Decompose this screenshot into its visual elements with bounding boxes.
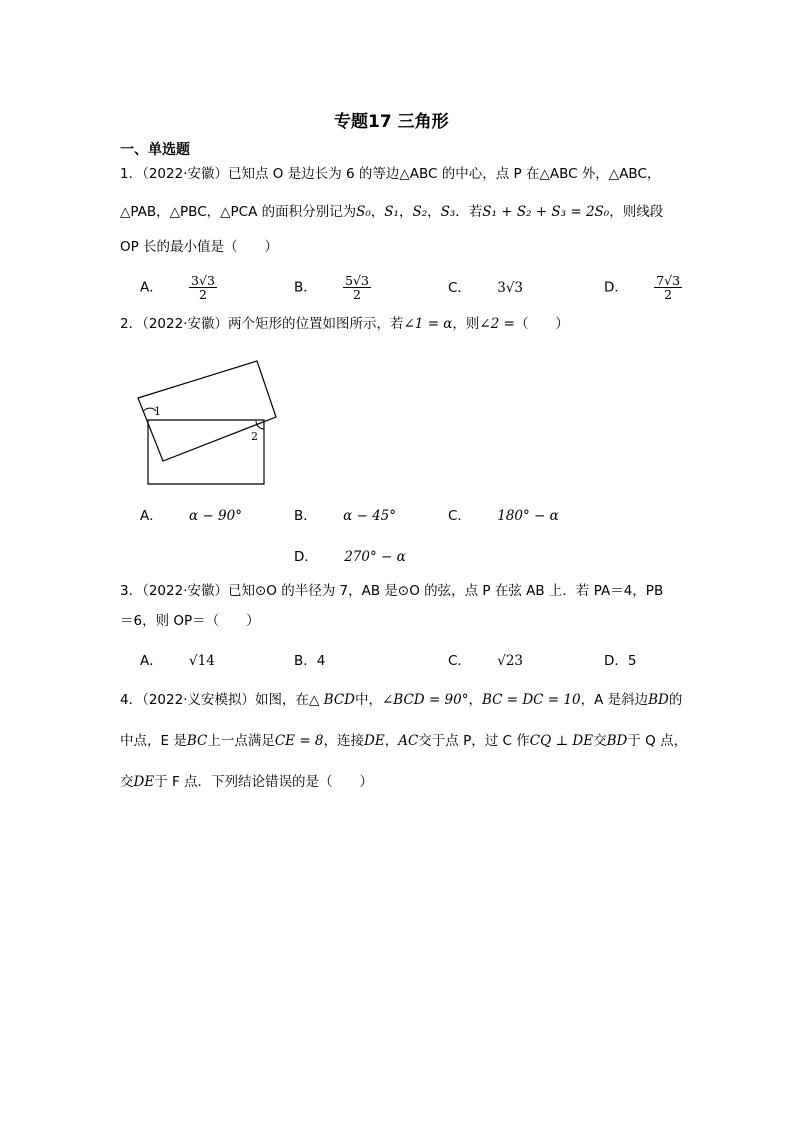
- option-label: A．: [140, 279, 163, 296]
- option-label: C．: [448, 653, 471, 669]
- q1-s1: S₁: [384, 204, 399, 220]
- fraction-denominator: 2: [199, 287, 207, 302]
- option-label: A．: [140, 653, 163, 669]
- q4-text: 交: [120, 774, 134, 790]
- q1-option-c: [448, 276, 523, 296]
- q1-equation: S₁ + S₂ + S₃ = 2S₀: [482, 204, 610, 220]
- q1-option-b-fraction: [343, 274, 371, 301]
- q4-text: ，连接: [323, 733, 365, 749]
- q2-text-a: 2．（2022·安徽）两个矩形的位置如图所示，若: [120, 316, 404, 332]
- q1-line2-text-a: △PAB，△PBC，△PCA 的面积分别记为: [120, 204, 357, 220]
- q2-line1: [120, 313, 569, 335]
- q1-line2-text-c: ，则线段: [609, 204, 664, 220]
- lower-rectangle: [148, 420, 264, 484]
- angle2-label: 2: [251, 430, 258, 443]
- option-label: B．: [294, 508, 317, 524]
- q2-option-a-value: α − 90°: [189, 508, 242, 524]
- q4-math: CE = 8: [274, 733, 324, 749]
- q3-option-b: [294, 649, 325, 669]
- q1-line2: △PAB，△PBC，△PCA 的面积分别记为S₀，S₁，S₂，S₃．若S₁ + S₂ + S₃ = 2S₀，则线段: [120, 204, 664, 220]
- q3-option-a-value: √14: [189, 653, 215, 669]
- q1-line1: 1．（2022·安徽）已知点 O 是边长为 6 的等边△ABC 的中心，点 P 在△ABC 外，△ABC，: [120, 166, 661, 182]
- q2-condition-angle2: ∠2 =: [479, 316, 515, 332]
- q4-math: DE: [133, 774, 155, 790]
- q3-option-c: [448, 649, 523, 669]
- q4-text: 于 F 点．下列结论错误的是（ ）: [154, 774, 374, 790]
- q4-math: BD: [606, 733, 628, 749]
- q4-math: ∠BCD = 90°: [382, 692, 469, 708]
- two-rectangles-figure: [130, 355, 290, 495]
- q3-option-c-value: √23: [497, 653, 524, 669]
- q2-option-c: [448, 504, 559, 524]
- option-label: D．: [604, 653, 628, 669]
- q4-line3: [120, 771, 373, 793]
- q2-option-b: [294, 504, 396, 524]
- q1-option-a-fraction: [189, 274, 217, 301]
- q4-math: BC = DC = 10: [481, 692, 581, 708]
- q1-option-d-fraction: [654, 274, 682, 301]
- q4-text: 交于点 P，过 C 作: [418, 733, 530, 749]
- q1-s3: S₃: [440, 204, 456, 220]
- option-label: C．: [448, 280, 471, 296]
- q4-math: BD: [648, 692, 669, 708]
- q3-line2: ＝6，则 OP＝（ ）: [120, 613, 260, 629]
- fraction-numerator: 5√3: [345, 273, 369, 288]
- q1-option-c-value: 3√3: [497, 280, 524, 296]
- fraction-denominator: 2: [353, 287, 361, 302]
- q4-line2: [120, 730, 687, 752]
- fraction-numerator: 7√3: [656, 273, 681, 288]
- q3-option-b-value: 4: [316, 653, 326, 669]
- q4-math: AC: [398, 733, 419, 749]
- option-label: B．: [294, 653, 317, 669]
- q4-math: △ BCD: [309, 692, 355, 708]
- q4-text: 上一点满足: [207, 733, 275, 749]
- q3-option-d-value: 5: [627, 653, 637, 669]
- q1-s0: S₀: [356, 204, 371, 220]
- q3-line1: 3．（2022·安徽）已知⊙O 的半径为 7，AB 是⊙O 的弦，点 P 在弦 AB 上．若 PA＝4，PB: [120, 583, 664, 599]
- q2-option-b-value: α − 45°: [343, 508, 397, 524]
- document-title: 专题17 三角形: [334, 112, 449, 132]
- q4-text: 中，: [355, 692, 382, 708]
- q2-text-b: ，则: [452, 316, 480, 332]
- option-label: B．: [294, 279, 317, 296]
- angle1-label: 1: [154, 405, 161, 418]
- q4-text: 的: [668, 692, 683, 708]
- q4-text: 于 Q 点，: [627, 733, 688, 749]
- q3-option-a: [140, 649, 215, 669]
- q4-text: 4．（2022·义安模拟）如图，在: [120, 692, 309, 708]
- q1-line3: OP 长的最小值是（ ）: [120, 239, 279, 255]
- q4-line1: [120, 689, 682, 711]
- q2-option-d-value: 270° − α: [344, 549, 406, 565]
- q4-text: 交: [593, 733, 607, 749]
- q2-condition-angle1: ∠1 = α: [403, 316, 453, 332]
- q4-text: ，: [384, 733, 399, 749]
- q2-option-a: [140, 504, 242, 524]
- q2-option-c-value: 180° − α: [497, 508, 559, 524]
- q2-option-d: [294, 545, 406, 565]
- q1-option-d: [604, 274, 682, 301]
- fraction-numerator: 3√3: [191, 273, 215, 288]
- option-label: D．: [294, 549, 318, 565]
- section-heading: 一、单选题: [120, 142, 190, 158]
- q1-s2: S₂: [412, 204, 428, 220]
- q4-math: DE: [364, 733, 385, 749]
- q4-text: ，A 是斜边: [580, 692, 649, 708]
- q2-text-c: （ ）: [514, 316, 569, 332]
- option-label: C．: [448, 508, 471, 524]
- q1-option-b: [294, 274, 371, 301]
- q4-math: BC: [186, 733, 208, 749]
- q1-option-a: [140, 274, 217, 301]
- q4-text: ，: [468, 692, 482, 708]
- q3-option-d: [604, 649, 637, 669]
- q1-line2-text-b: ．若: [455, 204, 483, 220]
- q4-math: CQ ⊥ DE: [529, 733, 594, 749]
- option-label: D．: [604, 279, 628, 296]
- q4-text: 中点，E 是: [120, 733, 187, 749]
- option-label: A．: [140, 508, 163, 524]
- fraction-denominator: 2: [664, 287, 673, 302]
